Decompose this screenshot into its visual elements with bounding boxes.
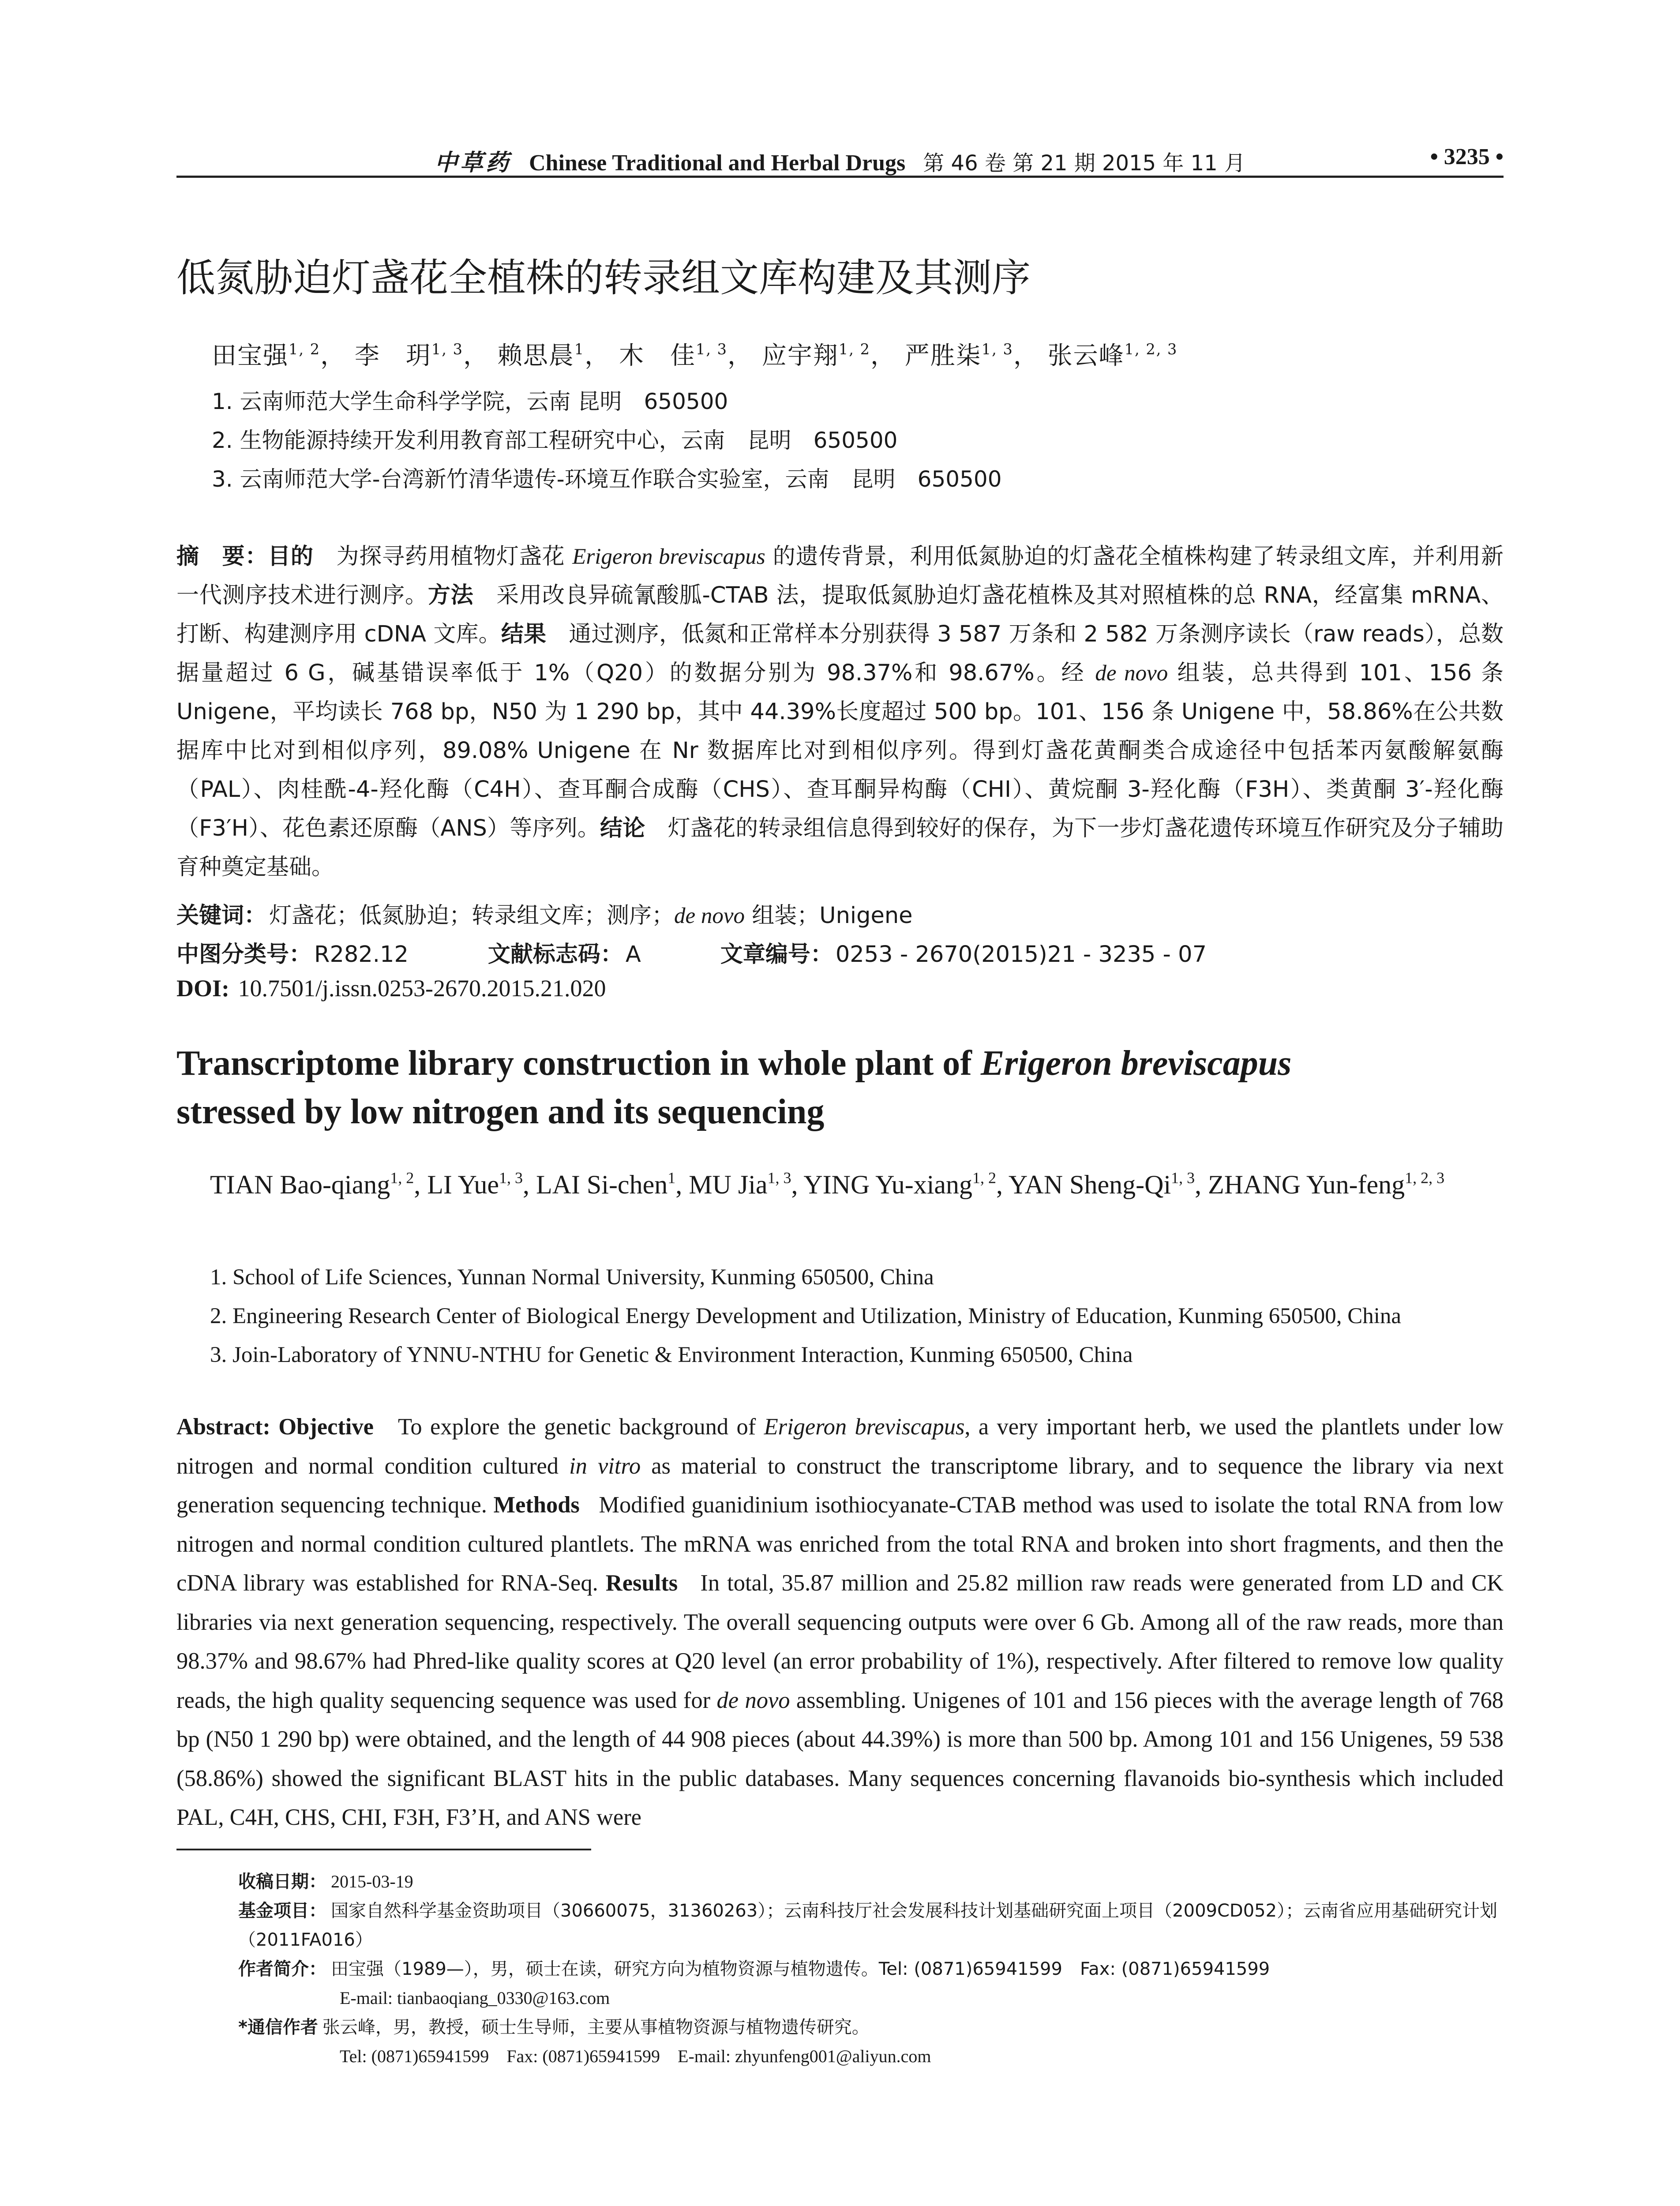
footnote-correspondence: *通信作者 张云峰，男，教授，硕士生导师，主要从事植物资源与植物遗传研究。 Tel: (0871)65941599 Fax: (0871)65941599 E-mail: zhyunfeng001@aliyun.com [238,2013,1504,2071]
en-affiliation: 1. School of Life Sciences, Yunnan Normal University, Kunming 650500, China [210,1265,934,1290]
cn-author: 李 玥$^{1, 3}$ [354,341,463,370]
cn-abstract: 摘 要：目的 为探寻药用植物灯盏花 Erigeron breviscapus 的遗传背景，利用低氮胁迫的灯盏花全植株构建了转录组文库，并利用新一代测序技术进行测序。方法 采用改良异硫氰酸胍-CTAB 法，提取低氮胁迫灯盏花植株及其对照植株的总 RNA，经富集 mRNA、打断、构建测序用 cDNA 文库。结果 通过测序，低氮和正常样本分别获得 3 587 万条和 2 582 万条测序读长（raw reads），总数据量超过 6 G，碱基错误率低于 1%（Q20）的数据分别为 98.37%和 98.67%。经 de novo 组装，总共得到 101、156 条 Unigene，平均读长 768 bp，N50 为 1 290 bp，其中 44.39%长度超过 500 bp。101、156 条 Unigene 中，58.86%在公共数据库中比对到相似序列，89.08% Unigene 在 Nr 数据库比对到相似序列。得到灯盏花黄酮类合成途径中包括苯丙氨酸解氨酶（PAL）、肉桂酰-4-羟化酶（C4H）、查耳酮合成酶（CHS）、查耳酮异构酶（CHI）、黄烷酮 3-羟化酶（F3H）、类黄酮 3′-羟化酶（F3′H）、花色素还原酶（ANS）等序列。结论 灯盏花的转录组信息得到较好的保存，为下一步灯盏花遗传环境互作研究及分子辅助育种奠定基础。 [176,544,1504,880]
cn-title: 低氮胁迫灯盏花全植株的转录组文库构建及其测序 [176,255,1031,300]
cn-affiliation: 2. 生物能源持续开发利用教育部工程研究中心，云南 昆明 650500 [212,428,898,453]
journal-name: Chinese Traditional and Herbal Drugs [529,150,906,176]
footnote-fund: 基金项目： 国家自然科学基金资助项目（30660075，31360263）；云南科技厅社会发展科技计划基础研究面上项目（2009CD052）；云南省应用基础研究计划（2011FA016） [238,1901,1498,1950]
cn-classification: 中图分类号： R282.12 文献标志码： A 文章编号： 0253 - 2670(2015)21 - 3235 - 07 [176,942,1207,968]
journal-brand: 中草药 [434,149,511,176]
journal-volume: 第 46 卷 第 21 期 2015 年 11 月 [923,151,1246,176]
en-author: ZHANG Yun-feng$^{1, 2, 3}$ [1208,1169,1445,1199]
doi-line: DOI: 10.7501/j.issn.0253-2670.2015.21.020 [176,975,606,1002]
running-header [176,140,1504,178]
cn-author: 赖思晨$^1$ [497,341,585,370]
cn-author: 木 佳$^{1, 3}$ [619,341,728,370]
footnote-divider [176,1849,591,1850]
en-author: LI Yue$^{1, 3}$ [427,1169,523,1199]
en-authors: TIAN Bao-qiang$^{1, 2}$, LI Yue$^{1, 3}$, LAI Si-chen$^1$, MU Jia$^{1, 3}$, YING Yu-xiang$^{1, 2}$, YAN Sheng-Qi$^{1, 3}$, ZHANG Yun-feng$^{1, 2, 3}$ [210,1169,1445,1199]
cn-keywords: 关键词： 灯盏花；低氮胁迫；转录组文库；测序；de novo 组装；Unigene [176,903,913,929]
journal-info [176,144,1504,177]
en-author: YAN Sheng-Qi$^{1, 3}$ [1008,1169,1195,1199]
correspondence-contact[interactable]: Tel: (0871)65941599 Fax: (0871)65941599 E-mail: zhyunfeng001@aliyun.com [340,2046,931,2066]
en-author: MU Jia$^{1, 3}$ [689,1169,791,1199]
page-number: • 3235 • [1430,144,1504,169]
footnote-author: 作者简介： 田宝强（1989—），男，硕士在读，研究方向为植物资源与植物遗传。Tel: (0871)65941599 Fax: (0871)65941599 E-mail: tianbaoqiang_0330@163.com [238,1955,1504,2013]
cn-affiliation: 3. 云南师范大学-台湾新竹清华遗传-环境互作联合实验室，云南 昆明 650500 [212,466,1002,492]
en-title: Transcriptome library construction in whole plant of Erigeron breviscapus stressed by low nitrogen and its sequencing [176,1044,1292,1131]
cn-author: 应宇翔$^{1, 2}$ [761,341,870,370]
cn-affiliation: 1. 云南师范大学生命科学学院，云南 昆明 650500 [212,389,728,414]
author-email[interactable]: E-mail: tianbaoqiang_0330@163.com [340,1988,610,2008]
en-author: TIAN Bao-qiang$^{1, 2}$ [210,1169,414,1199]
en-affiliation: 2. Engineering Research Center of Biological Energy Development and Utilization, Ministry of Education, Kunming 650500, China [210,1304,1402,1328]
en-author: YING Yu-xiang$^{1, 2}$ [803,1169,997,1199]
doi-link[interactable]: 10.7501/j.issn.0253-2670.2015.21.020 [238,975,606,1002]
cn-author: 严胜柒$^{1, 3}$ [904,341,1013,370]
en-abstract: Abstract: Objective To explore the genetic background of Erigeron breviscapus, a very important herb, we used the plantlets under low nitrogen and normal condition cultured in vitro as material to construct the transcriptome library, and to sequence the library via next generation sequencing technique. Methods Modified guanidinium isothiocyanate-CTAB method was used to isolate the total RNA from low nitrogen and normal condition cultured plantlets. The mRNA was enriched from the total RNA and broken into short fragments, and then the cDNA library was established for RNA-Seq. Results In total, 35.87 million and 25.82 million raw reads were generated from LD and CK libraries via next generation sequencing, respectively. The overall sequencing outputs were over 6 Gb. Among all of the raw reads, more than 98.37% and 98.67% had Phred-like quality scores at Q20 level (an error probability of 1%), respectively. After filtered to remove low quality reads, the high quality sequencing sequence was used for de novo assembling. Unigenes of 101 and 156 pieces with the average length of 768 bp (N50 1 290 bp) were obtained, and the length of 44 908 pieces (about 44.39%) is more than 500 bp. Among 101 and 156 Unigenes, 59 538 (58.86%) showed the significant BLAST hits in the public databases. Many sequences concerning flavanoids bio-synthesis which included PAL, C4H, CHS, CHI, F3H, F3’H, and ANS were [176,1414,1504,1830]
en-author: LAI Si-chen$^1$ [536,1169,676,1199]
cn-author: 张云峰$^{1, 2, 3}$ [1047,341,1178,370]
en-affiliation: 3. Join-Laboratory of YNNU-NTHU for Genetic & Environment Interaction, Kunming 650500, China [210,1343,1133,1367]
cn-author: 田宝强$^{1, 2}$ [212,341,321,370]
cn-authors: 田宝强$^{1, 2}$， 李 玥$^{1, 3}$， 赖思晨$^1$， 木 佳$^{1, 3}$， 应宇翔$^{1, 2}$， 严胜柒$^{1, 3}$， 张云峰$^{1, 2, 3}$ [212,341,1178,370]
footnote-received: 收稿日期： 2015-03-19 [238,1872,413,1892]
